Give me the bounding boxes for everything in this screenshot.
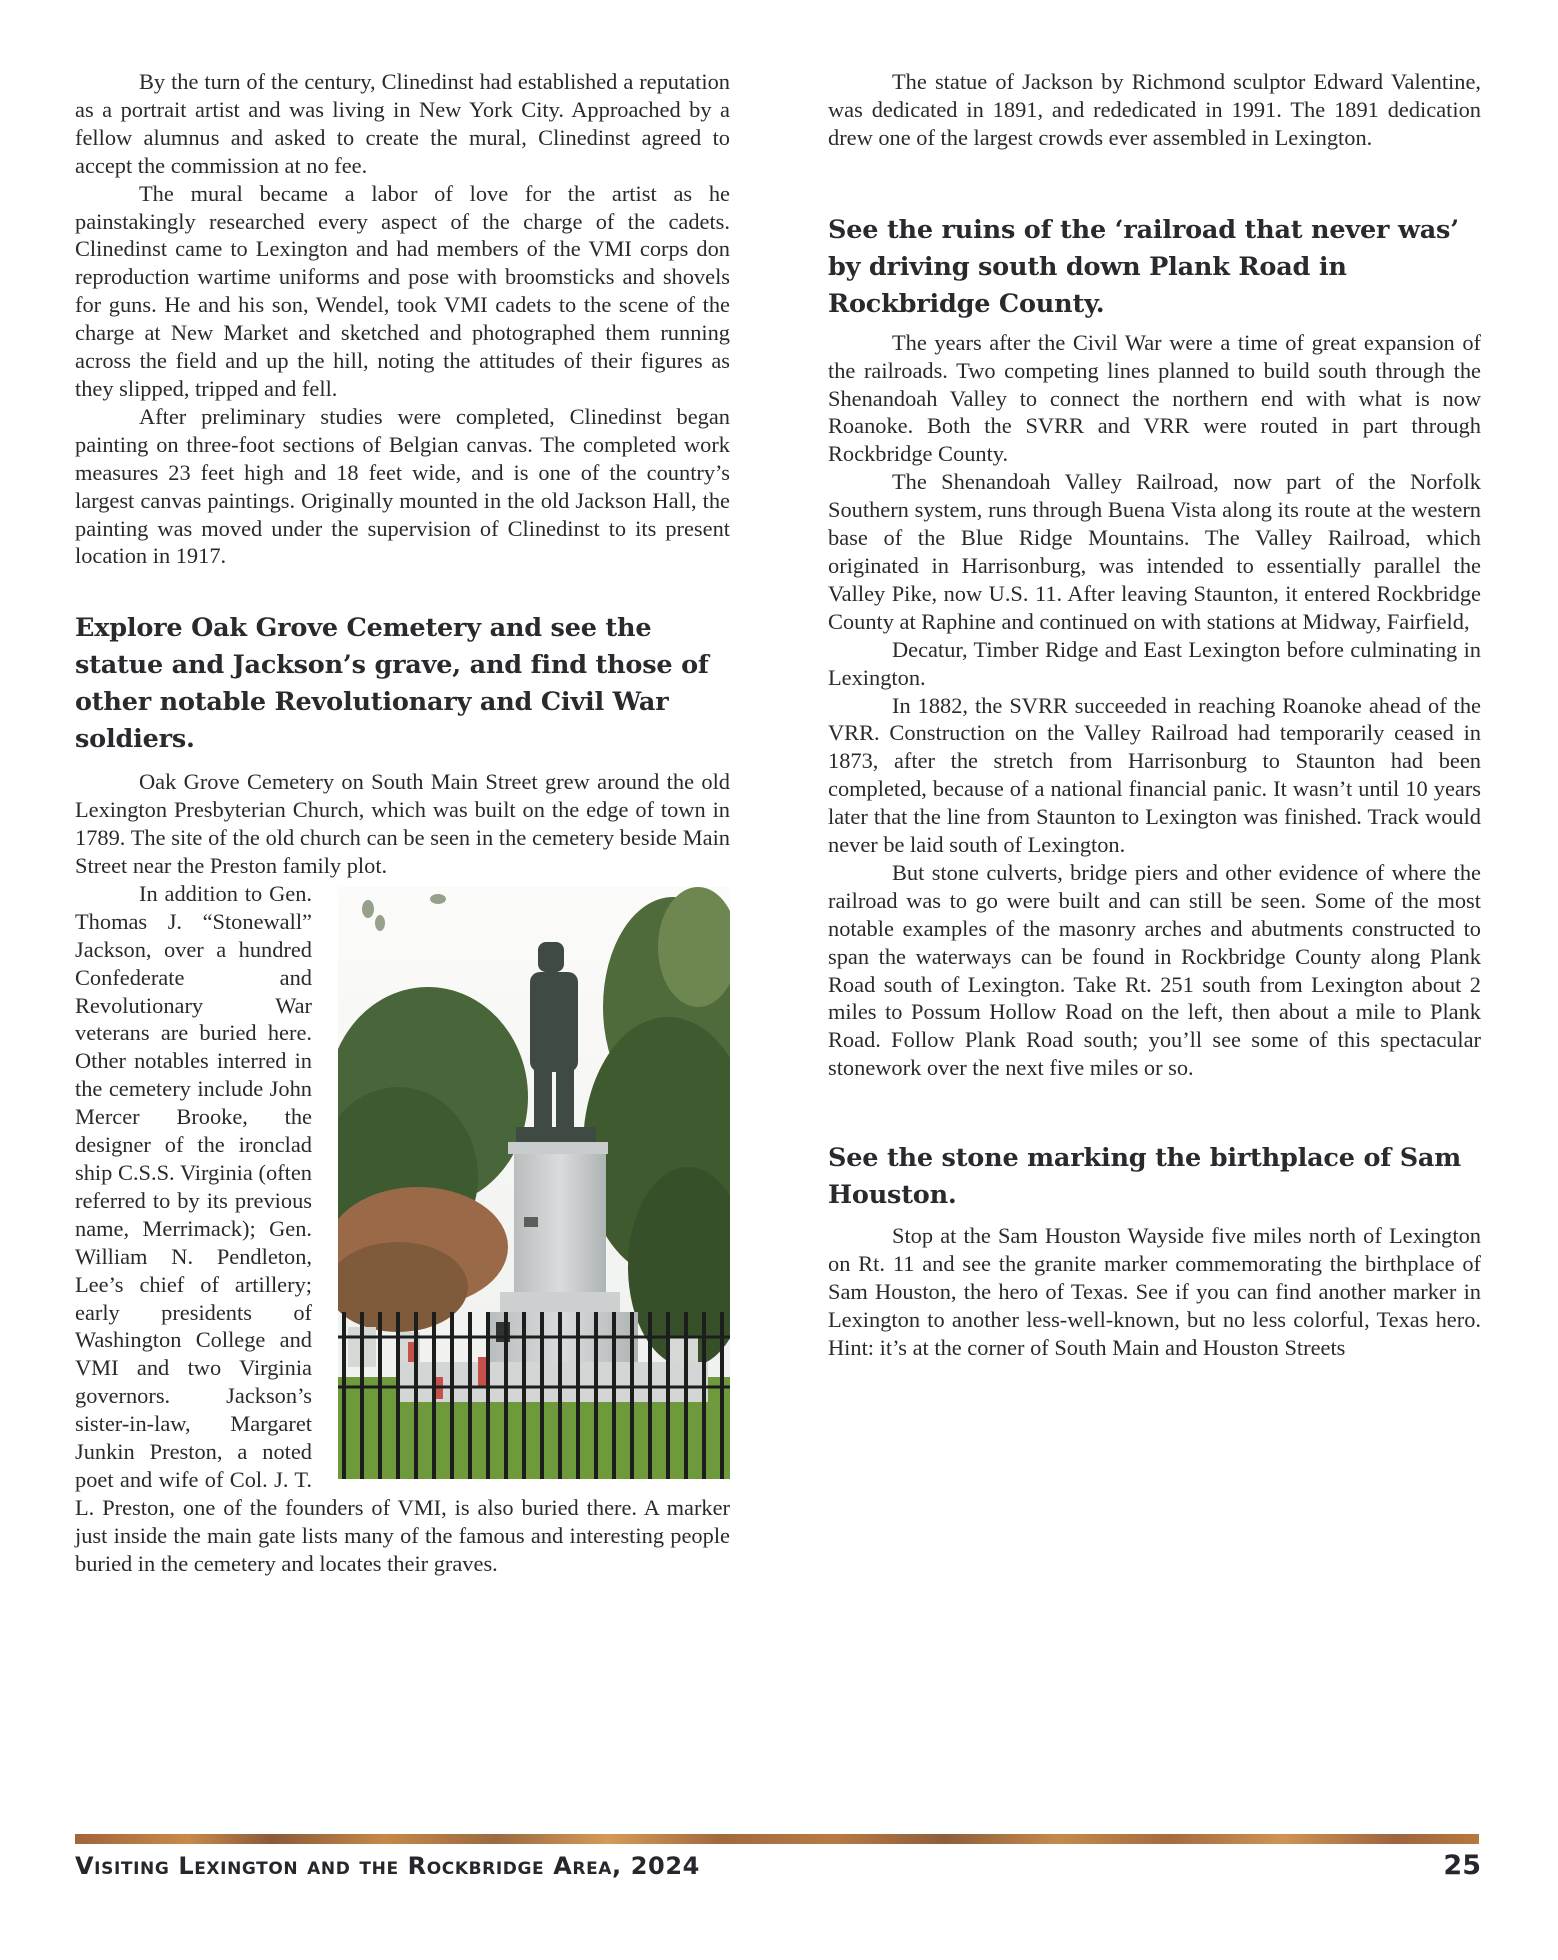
statue-photo-illustration	[338, 887, 730, 1479]
railroad-paragraph-3: Decatur, Timber Ridge and East Lexington before culminating in Lexington.	[828, 636, 1481, 690]
railroad-paragraph-5: But stone culverts, bridge piers and other evidence of where the railroad was to go were built and can still be seen. Some of the most notable examples of the masonry arches and abutments constructed to span the waterways can be found in Rockbridge County along Plank Road south of Lexington. Take Rt. 251 south from Lexington about 2 miles to Possum Hollow Road on the left, then about a mile to Plank Road. Follow Plank Road south; you’ll see some of this spectacular stonework over the next five miles or so.	[828, 859, 1481, 1081]
publication-title: Visiting Lexington and the Rockbridge Area, 2024	[75, 1852, 700, 1880]
railroad-paragraph-4: In 1882, the SVRR succeeded in reaching Roanoke ahead of the VRR. Construction on the Valley Railroad had temporarily ceased in 1873, after the stretch from Harrisonburg to Staunton had been completed, because of a national financial panic. It wasn’t until 10 years later that the line from Staunton to Lexington was finished. Track would never be laid south of Lexington.	[828, 692, 1481, 858]
statue-paragraph: The statue of Jackson by Richmond sculptor Edward Valentine, was dedicated in 1891, and rededicated in 1991. The 1891 dedication drew one of the largest crowds ever assembled in Lexington.	[828, 69, 1481, 150]
oak-grove-heading: Explore Oak Grove Cemetery and see the statue and Jackson’s grave, and find those of other notable Revolutionary and Civil War soldiers.	[75, 613, 709, 755]
right-column	[828, 68, 1481, 1362]
railroad-paragraph-2: The Shenandoah Valley Railroad, now part of the Norfolk Southern system, runs through Buena Vista along its route at the western base of the Blue Ridge Mountains. The Valley Railroad, which originated in Harrisonburg, was intended to essentially parallel the Valley Pike, now U.S. 11. After leaving Staunton, it entered Rockbridge County at Raphine and continued on with stations at Midway, Fairfield,	[828, 469, 1481, 634]
clinedinst-paragraph-3: After preliminary studies were completed, Clinedinst began painting on three-foot sections of Belgian canvas. The completed work measures 23 feet high and 18 feet wide, and is one of the country’s largest canvas paintings. Originally mounted in the old Jackson Hall, the painting was moved under the supervision of Clinedinst to its present location in 1917.	[75, 403, 730, 569]
railroad-heading: See the ruins of the ‘railroad that never was’ by driving south down Plank Road in Rockbridge County.	[828, 214, 1459, 319]
left-column	[75, 68, 730, 1578]
oak-grove-paragraph-2: In addition to Gen. Thomas J. “Stonewall” Jackson, over a hundred Confederate and Revolutionary War veterans are buried here. Other notables interred in the cemetery include John Mercer Brooke, the designer of the ironclad ship C.S.S. Virginia (often referred to by its previous name, Merrimack); Gen. William N. Pendleton, Lee’s chief of artillery; early presidents of Washington College and VMI and two Virginia governors. Jackson’s sister-in-law, Margaret Junkin Preston, a noted poet and wife of Col. J. T. L. Preston, one of the founders of VMI, is also buried there. A marker just inside the main gate lists many of the famous and interesting people buried in the cemetery and locates their graves.	[75, 880, 730, 1576]
oak-grove-paragraph-1: Oak Grove Cemetery on South Main Street grew around the old Lexington Presbyterian Church, which was built on the edge of town in 1789. The site of the old church can be seen in the cemetery beside Main Street near the Preston family plot.	[75, 769, 730, 879]
oak-grove-photo-wrap	[75, 880, 730, 1578]
clinedinst-paragraph-2: The mural became a labor of love for the artist as he painstakingly researched every aspect of the charge of the cadets. Clinedinst came to Lexington and had members of the VMI corps don reproduction wartime uniforms and pose with broomsticks and shovels for guns. He and his son, Wendel, took VMI cadets to the scene of the charge at New Market and sketched and photographed them running across the field and up the hill, noting the attitudes of their figures as they slipped, tripped and fell.	[75, 180, 730, 401]
jackson-statue-photo	[338, 887, 730, 1479]
sam-houston-heading: See the stone marking the birthplace of Sam Houston.	[828, 1143, 1462, 1211]
page-number: 25	[1443, 1850, 1481, 1881]
railroad-paragraph-1: The years after the Civil War were a time of great expansion of the railroads. Two competing lines planned to build south through the Shenandoah Valley to connect the northern end with what is now Roanoke. Both the SVRR and VRR were routed in part through Rockbridge County.	[828, 329, 1481, 467]
sam-houston-paragraph: Stop at the Sam Houston Wayside five miles north of Lexington on Rt. 11 and see the granite marker commemorating the birthplace of Sam Houston, the hero of Texas. See if you can find another marker in Lexington to another less-well-known, but no less colorful, Texas hero. Hint: it’s at the corner of South Main and Houston Streets	[828, 1223, 1481, 1360]
clinedinst-paragraph-1: By the turn of the century, Clinedinst had established a reputation as a portrait artist and was living in New York City. Approached by a fellow alumnus and asked to create the mural, Clinedinst agreed to accept the commission at no fee.	[75, 69, 730, 178]
footer-decorative-bar	[75, 1834, 1479, 1844]
